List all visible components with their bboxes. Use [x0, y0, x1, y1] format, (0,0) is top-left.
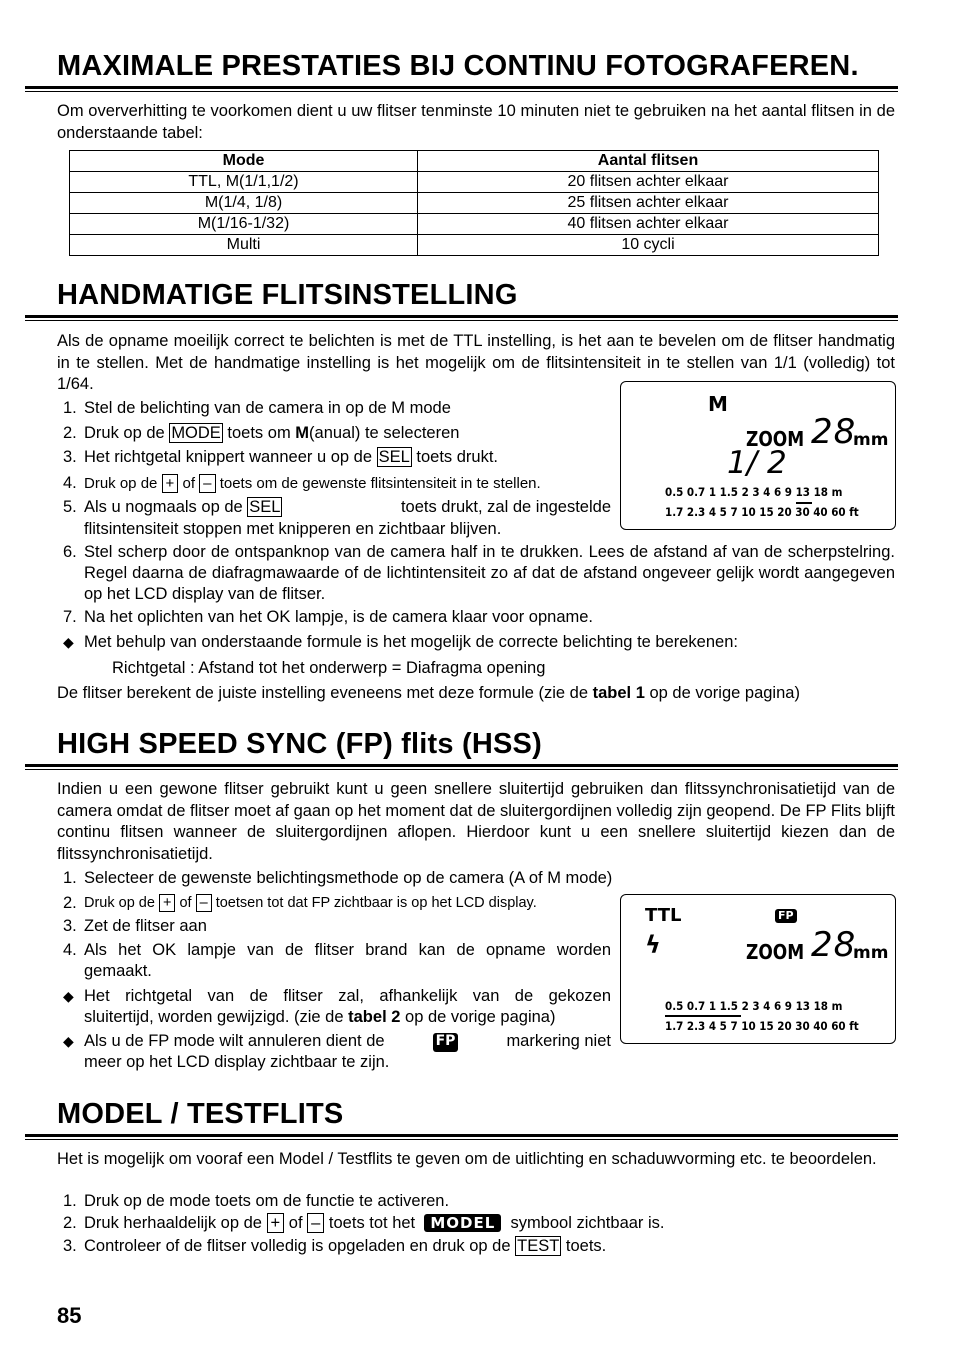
diamond-bullet-icon: ◆ — [63, 988, 74, 1004]
manual-page: MAXIMALE PRESTATIES BIJ CONTINU FOTOGRAFEREN. Om oververhitting te voorkomen dient u uw flitser tenminste 10 minuten niet te gebruiken na het aantal flitsen in de onderstaande tabel: Mode Aantal flitsen TTL, M(1/1,1/2) 20 flitsen achter elkaar M(1/4, 1/8) 25 flitsen achter elkaar M(1/16-1/32) 40 flitsen achter elkaar Multi 10 cycli HANDMATIGE FLITSINSTELLING Als de opname moeilijk correct te belichten is met de TTL instelling, is het aan te bevelen om de flitser handmatig in te stellen. Met de handmatige instelling is het mogelijk om de flitsintensiteit in te stellen van 1/1 (volledig) tot 1/64. 1. Stel de belichting van de camera in op de M mode 2. Druk op de MODE toets om M(anual) te selecteren 3. Het richtgetal knippert wanneer u op de SEL toets drukt. 4. Druk op de + of – toets om de gewenste flitsintensiteit in te stellen. 5. Als u nogmaals op de SEL toets drukt, zal de ingestelde flitsintensiteit stoppen met knipperen en zichtbaar blijven. 6. Stel scherp door de ontspanknop van de camera half in te drukken. Lees de afstand af van de scherpstelring. Regel daarna de diafragmawaarde of de lichtintensiteit zo af dat de afstand ongeveer gelijk wordt aangegeven op het LCD display van de flitser. 7. Na het oplichten van het OK lampje, is de camera klaar voor opname. ◆ Met behulp van onderstaande formule is het mogelijk de correcte belichting te berekenen: Richtgetal : Afstand tot het onderwerp = Diafragma opening De flitser berekent de juiste instelling eveneens met deze formule (zie de tabel 1 op de vorige pagina) M ZOOM 28 mm 1/ 2 0.5 0.7 1 1.5 2 3 4 6 9 13 18 m 1.7 2.3 4 5 7 10 15 20 30 40 60 ft HIGH SPEED SYNC (FP) flits (HSS) Indien u een gewone flitser gebruikt kunt u geen snellere sluitertijd gebruiken dan flitssynchronisatietijd van de camera omdat de flitser moet af gaan op het moment dat de sluitergordijnen volledig zijn geopend. De FP Flits blijft continu flitsen wanneer de sluitergordijnen aflopen. Hierdoor kunt u een snellere sluitertijd kiezen dan de flitssynchronisatietijd. 1. Selecteer de gewenste belichtingsmethode op de camera (A of M mode) 2. Druk op de + of – toetsen tot dat FP zichtbaar is op het LCD display. 3. Zet de flitser aan 4. Als het OK lampje van de flitser brand kan de opname worden gemaakt. ◆ Het richtgetal van de flitser zal, afhankelijk van de gekozen sluitertijd, worden gewijzigd. (zie de tabel 2 op de vorige pagina) ◆ Als u de FP mode wilt annuleren dient de FP markering niet meer op het LCD display zichtbaar te zijn. TTL FP ϟ ZOOM 28 mm 0.5 0.7 1 1.5 2 3 4 6 9 13 18 m 1.7 2.3 4 5 7 10 15 20 30 40 60 ft MODEL / TESTFLITS Het is mogelijk om vooraf een Model / Testflits te geven om de uitlichting en schaduwvorming etc. te beoordelen. 1. Druk op de mode toets om de functie te activeren. 2. Druk herhaaldelijk op de + of – toets tot het MODEL symbool zichtbaar is. 3. Controleer of de flitser volledig is opgeladen en druk op de TEST toets. 85 — [0, 0, 954, 1357]
title-rule — [25, 315, 898, 321]
lcd-mode-label: TTL — [645, 905, 682, 926]
table-cell: 20 flitsen achter elkaar — [418, 172, 879, 193]
formula: Richtgetal : Afstand tot het onderwerp = Diafragma opening — [112, 659, 546, 677]
section-title-hss: HIGH SPEED SYNC (FP) flits (HSS) — [57, 728, 542, 760]
table-cell: Multi — [70, 235, 418, 256]
fp-badge-icon: FP — [433, 1033, 459, 1052]
title-rule — [25, 764, 898, 770]
lcd-meter-scale: 0.5 0.7 1 1.5 2 3 4 6 9 13 18 m — [665, 999, 843, 1013]
lcd-zoom-label: ZOOM — [746, 940, 805, 964]
section-title-continuous: MAXIMALE PRESTATIES BIJ CONTINU FOTOGRAFEREN. — [57, 50, 859, 82]
table-cell: 10 cycli — [418, 235, 879, 256]
title-rule — [25, 1134, 898, 1140]
plus-key-label: + — [267, 1213, 285, 1233]
table-cell: M(1/4, 1/8) — [70, 193, 418, 214]
flash-count-table — [69, 150, 879, 256]
table-row — [70, 235, 879, 256]
table-cell: TTL, M(1/1,1/2) — [70, 172, 418, 193]
table-header-count: Aantal flitsen — [418, 151, 879, 172]
plus-key-label: + — [162, 474, 179, 493]
lcd-unit: mm — [853, 943, 889, 963]
intro-hss: Indien u een gewone flitser gebruikt kunt u geen snellere sluitertijd gebruiken dan flitssynchronisatietijd van de camera omdat de flitser moet af gaan op het moment dat de sluitergordijnen volledig zijn geopend. De FP Flits blijft continu flitsen wanneer de sluitergordijnen aflopen. Hierdoor kunt u een snellere sluitertijd kiezen dan de flitssynchronisatietijd. — [57, 780, 895, 863]
lightning-icon: ϟ — [645, 931, 661, 959]
table-cell: M(1/16-1/32) — [70, 214, 418, 235]
intro-model: Het is mogelijk om vooraf een Model / Testflits te geven om de uitlichting en schaduwvorming etc. te beoordelen. — [57, 1150, 877, 1168]
section-title-manual: HANDMATIGE FLITSINSTELLING — [57, 279, 518, 311]
table-cell: 25 flitsen achter elkaar — [418, 193, 879, 214]
lcd-zoom-value: 28 — [811, 925, 857, 965]
sel-key-label: SEL — [249, 498, 281, 516]
test-key-label: TEST — [517, 1237, 560, 1255]
minus-key-label: – — [196, 894, 212, 912]
lcd-display-hss — [620, 894, 896, 1044]
lcd-meter-scale: 0.5 0.7 1 1.5 2 3 4 6 9 13 18 m — [665, 485, 843, 499]
page-number: 85 — [57, 1303, 82, 1328]
title-rule — [25, 86, 898, 92]
bullet-continuation: meer op het LCD display zichtbaar te zijn. — [84, 1053, 390, 1071]
lcd-distance-marker — [665, 1015, 741, 1017]
table-row — [70, 214, 879, 235]
step-continuation: gemaakt. — [84, 962, 152, 980]
minus-key-label: – — [199, 474, 215, 493]
lcd-feet-scale: 1.7 2.3 4 5 7 10 15 20 30 40 60 ft — [665, 1019, 859, 1033]
model-badge-icon: MODEL — [424, 1214, 501, 1232]
lcd-zoom-value: 28 — [811, 412, 857, 452]
lcd-mode-label: M — [708, 392, 728, 416]
table-row — [70, 172, 879, 193]
intro-continuous: Om oververhitting te voorkomen dient u uw flitser tenminste 10 minuten niet te gebruiken na het aantal flitsen in de onderstaande tabel: — [57, 102, 895, 142]
sel-key-label: SEL — [378, 448, 410, 466]
intro-manual: Als de opname moeilijk correct te belichten is met de TTL instelling, is het aan te bevelen om de flitser handmatig in te stellen. Met de handmatige instelling is het mogelijk om de flitsintensiteit in te stellen van 1/1 (volledig) tot 1/64. — [57, 332, 895, 393]
table-header-mode: Mode — [70, 151, 418, 172]
section-title-model: MODEL / TESTFLITS — [57, 1098, 344, 1130]
lcd-distance-marker — [796, 502, 812, 504]
lcd-display-manual — [620, 381, 896, 530]
lcd-zoom-label: ZOOM — [746, 427, 805, 451]
table-row — [70, 193, 879, 214]
closing-text: De flitser berekent de juiste instelling eveneens met deze formule (zie de tabel 1 op de vorige pagina) — [57, 684, 800, 702]
plus-key-label: + — [159, 894, 175, 912]
table-cell: 40 flitsen achter elkaar — [418, 214, 879, 235]
lcd-fp-badge-icon: FP — [775, 909, 797, 923]
table-header-row — [70, 151, 879, 172]
lcd-power-value: 1/ 2 — [727, 445, 787, 481]
bullet-continuation: sluitertijd, worden gewijzigd. (zie de tabel 2 op de vorige pagina) — [84, 1008, 556, 1026]
lcd-unit: mm — [853, 430, 889, 450]
diamond-bullet-icon: ◆ — [63, 1033, 74, 1049]
mode-key-label: MODE — [171, 424, 221, 442]
minus-key-label: – — [307, 1213, 324, 1233]
step-continuation: flitsintensiteit stoppen met knipperen en zichtbaar blijven. — [84, 520, 502, 538]
diamond-bullet-icon: ◆ — [63, 634, 74, 650]
lcd-feet-scale: 1.7 2.3 4 5 7 10 15 20 30 40 60 ft — [665, 505, 859, 519]
